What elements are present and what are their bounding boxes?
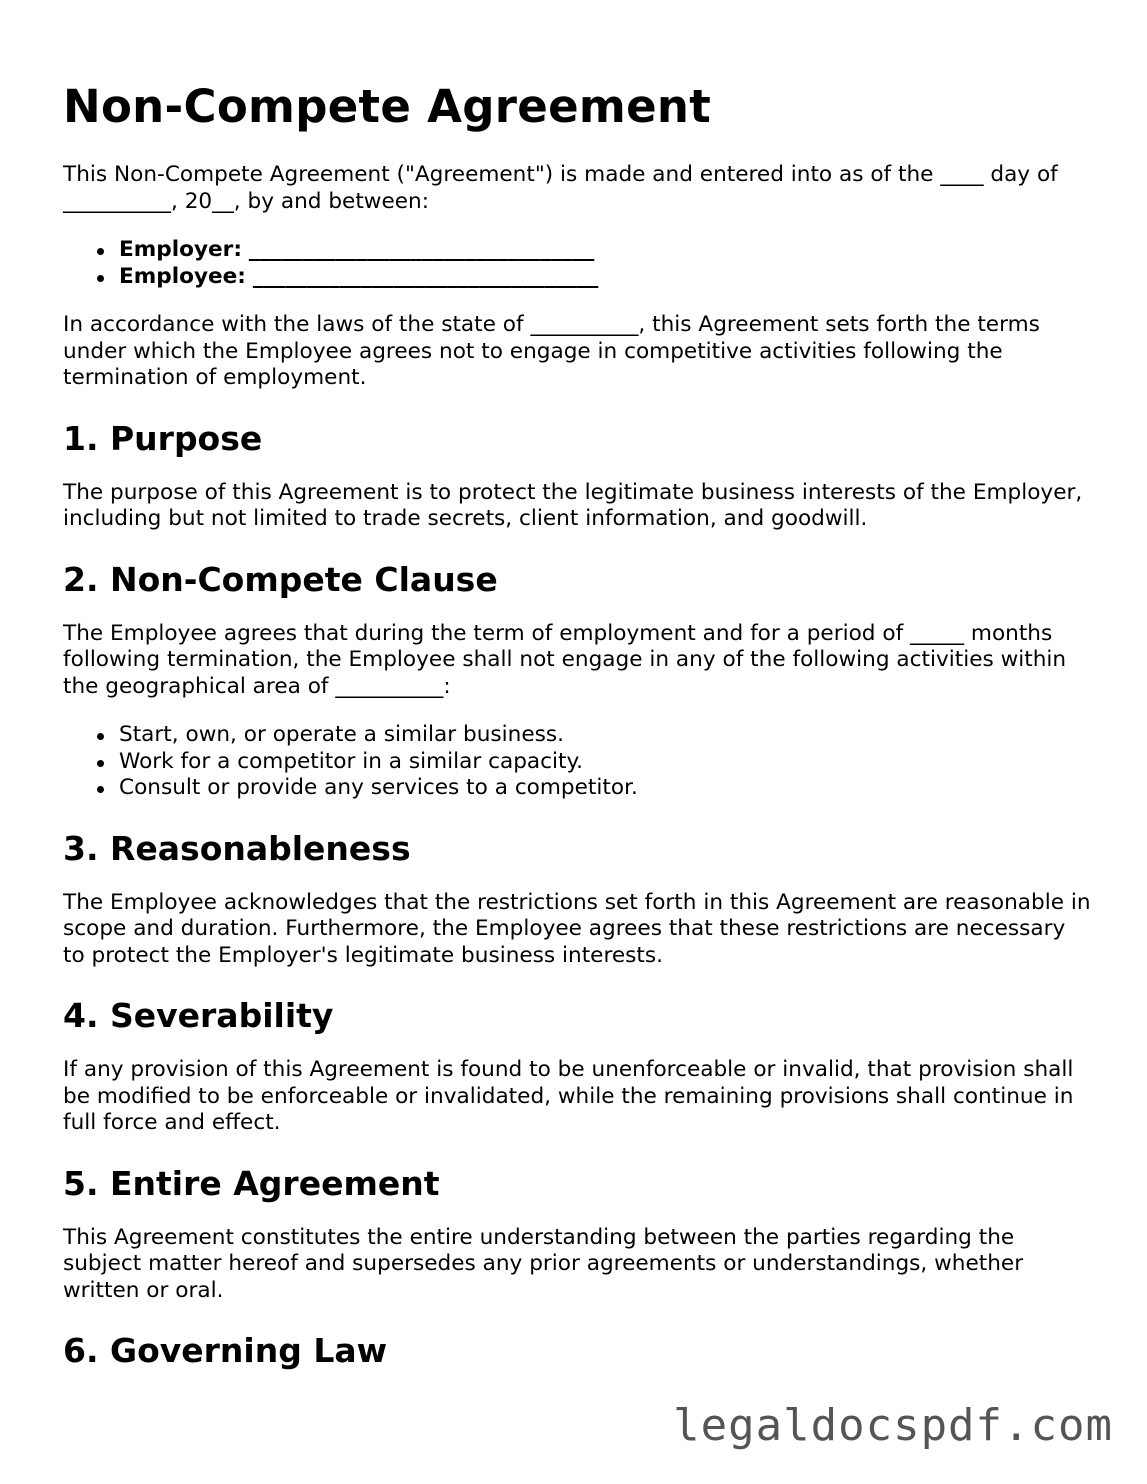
section-reasonableness [63, 828, 1093, 970]
list-item: Work for a competitor in a similar capacity. [119, 749, 1093, 776]
section-non-compete-clause [63, 559, 1093, 802]
party-employer [119, 237, 1093, 264]
section-governing-law [63, 1330, 1093, 1372]
section-heading: 6. Governing Law [63, 1331, 388, 1370]
section-entire-agreement [63, 1163, 1093, 1305]
list-item: Start, own, or operate a similar business. [119, 722, 1093, 749]
section-heading: 5. Entire Agreement [63, 1163, 440, 1203]
party-employee-blank: ________________________________ [252, 263, 599, 289]
document-page [63, 78, 1093, 1392]
party-employee-label: Employee: [119, 263, 246, 289]
section-severability [63, 995, 1093, 1137]
section-body: The Employee agrees that during the term of employment and for a period of _____ months following termination, the Employee shall not engage in any of the following activities within the geographical area of __________: [63, 620, 1067, 699]
preamble-paragraph: In accordance with the laws of the state of __________, this Agreement sets forth the terms under which the Employee agrees not to engage in competitive activities following the termination of employment. [63, 312, 1040, 390]
section-body: The Employee acknowledges that the restrictions set forth in this Agreement are reasonable in scope and duration. Furthermore, the Employee agrees that these restrictions are necessary to protect the Employer's legitimate business interests. [63, 889, 1091, 968]
intro-paragraph: This Non-Compete Agreement ("Agreement") is made and entered into as of the ____ day of __________, 20__, by and between: [63, 162, 1058, 214]
party-employer-blank: ________________________________ [248, 237, 595, 262]
section-body: This Agreement constitutes the entire understanding between the parties regarding the subject matter hereof and supersedes any prior agreements or understandings, whether written or oral. [63, 1224, 1024, 1303]
list-item: Consult or provide any services to a competitor. [119, 775, 1093, 802]
parties-list [63, 237, 1093, 290]
section-heading: 4. Severability [63, 996, 334, 1035]
section-purpose [63, 418, 1093, 533]
section-body: If any provision of this Agreement is found to be unenforceable or invalid, that provision shall be modified to be enforceable or invalidated, while the remaining provisions shall continue in full force and effect. [63, 1057, 1074, 1135]
section-body: The purpose of this Agreement is to protect the legitimate business interests of the Employer, including but not limited to trade secrets, client information, and goodwill. [63, 479, 1083, 531]
section-heading: 3. Reasonableness [63, 828, 411, 868]
document-title: Non-Compete Agreement [63, 80, 712, 133]
party-employer-label: Employer: [119, 237, 242, 262]
section-heading: 2. Non-Compete Clause [63, 559, 498, 599]
section-heading: 1. Purpose [63, 418, 263, 458]
watermark-logo: legaldocspdf.com [673, 1400, 1113, 1451]
restricted-activities-list [63, 722, 1093, 802]
party-employee [119, 264, 1093, 291]
